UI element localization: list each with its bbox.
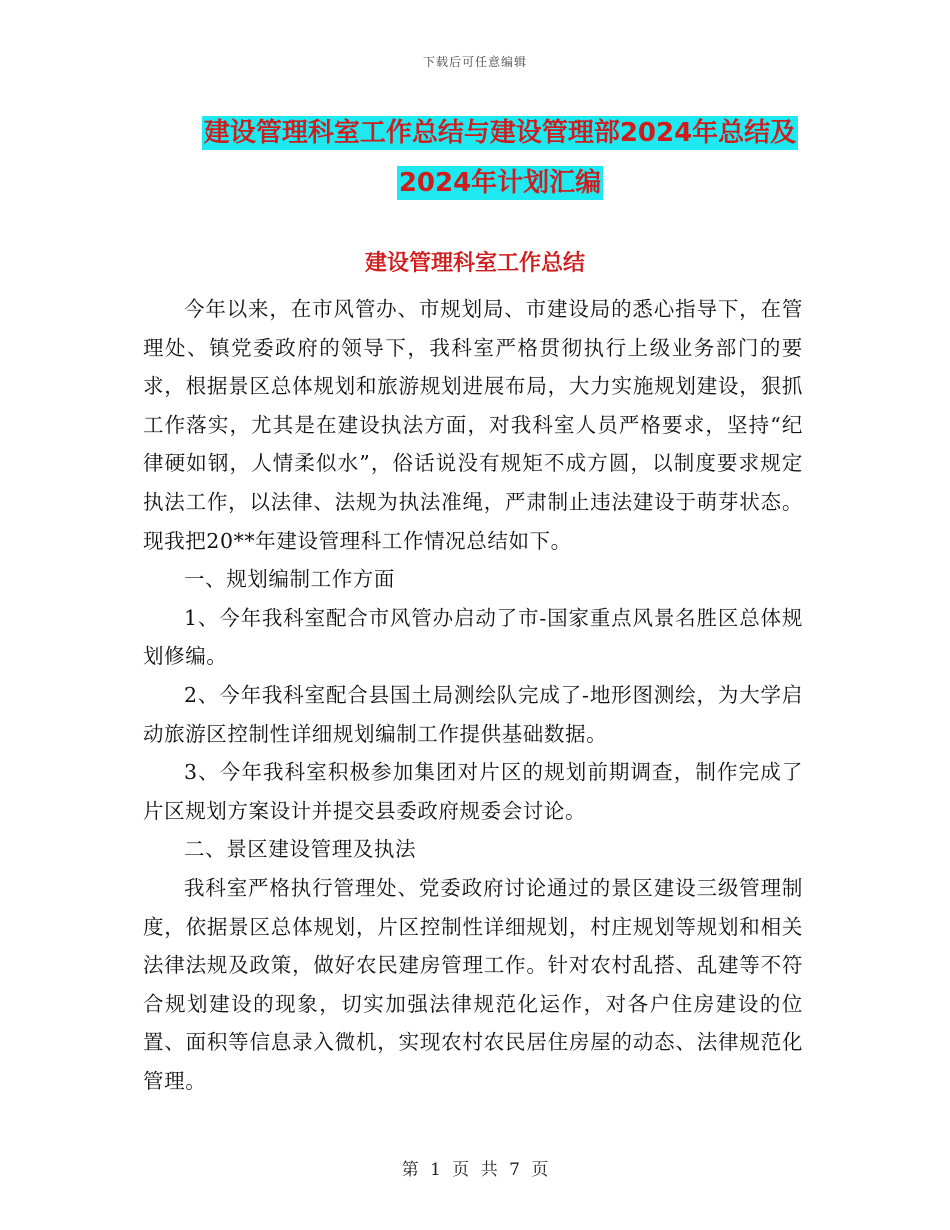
heading-planning: 一、规划编制工作方面	[184, 567, 395, 592]
paragraph-item-2: 2、今年我科室配合县国土局测绘队完成了-地形图测绘，为大学启动旅游区控制性详细规划编制工作提供基础数据。	[143, 682, 803, 746]
header-note: 下载后可任意编辑	[422, 55, 527, 69]
paragraph-item-1: 1、今年我科室配合市风管办启动了市-国家重点风景名胜区总体规划修编。	[143, 605, 803, 669]
page-number-footer: 第 1 页 共 7 页	[401, 1160, 549, 1180]
section-title: 建设管理科室工作总结	[364, 251, 585, 276]
document-title-line1: 建设管理科室工作总结与建设管理部2024年总结及	[203, 118, 797, 148]
document-body	[143, 290, 803, 1100]
paragraph-construction: 我科室严格执行管理处、党委政府讨论通过的景区建设三级管理制度，依据景区总体规划，片区控制性详细规划，村庄规划等规划和相关法律法规及政策，做好农民建房管理工作。针对农村乱搭、乱建等不符合规划建设的现象，切实加强法律规范化运作，对各户住房建设的位置、面积等信息录入微机，实现农村农民居住房屋的动态、法律规范化管理。	[143, 875, 803, 1093]
paragraph-intro: 今年以来，在市风管办、市规划局、市建设局的悉心指导下，在管理处、镇党委政府的领导下，我科室严格贯彻执行上级业务部门的要求，根据景区总体规划和旅游规划进展布局，大力实施规划建设，狠抓工作落实，尤其是在建设执法方面，对我科室人员严格要求，坚持“纪律硬如钢，人情柔似水”，俗话说没有规矩不成方圆，以制度要求规定执法工作，以法律、法规为执法准绳，严肃制止违法建设于萌芽状态。现我把20**年建设管理科工作情况总结如下。	[143, 297, 803, 553]
heading-construction: 二、景区建设管理及执法	[184, 837, 417, 862]
document-title	[190, 108, 810, 208]
paragraph-item-3: 3、今年我科室积极参加集团对片区的规划前期调查，制作完成了片区规划方案设计并提交县委政府规委会讨论。	[143, 760, 803, 823]
document-title-line2: 2024年计划汇编	[398, 168, 602, 198]
